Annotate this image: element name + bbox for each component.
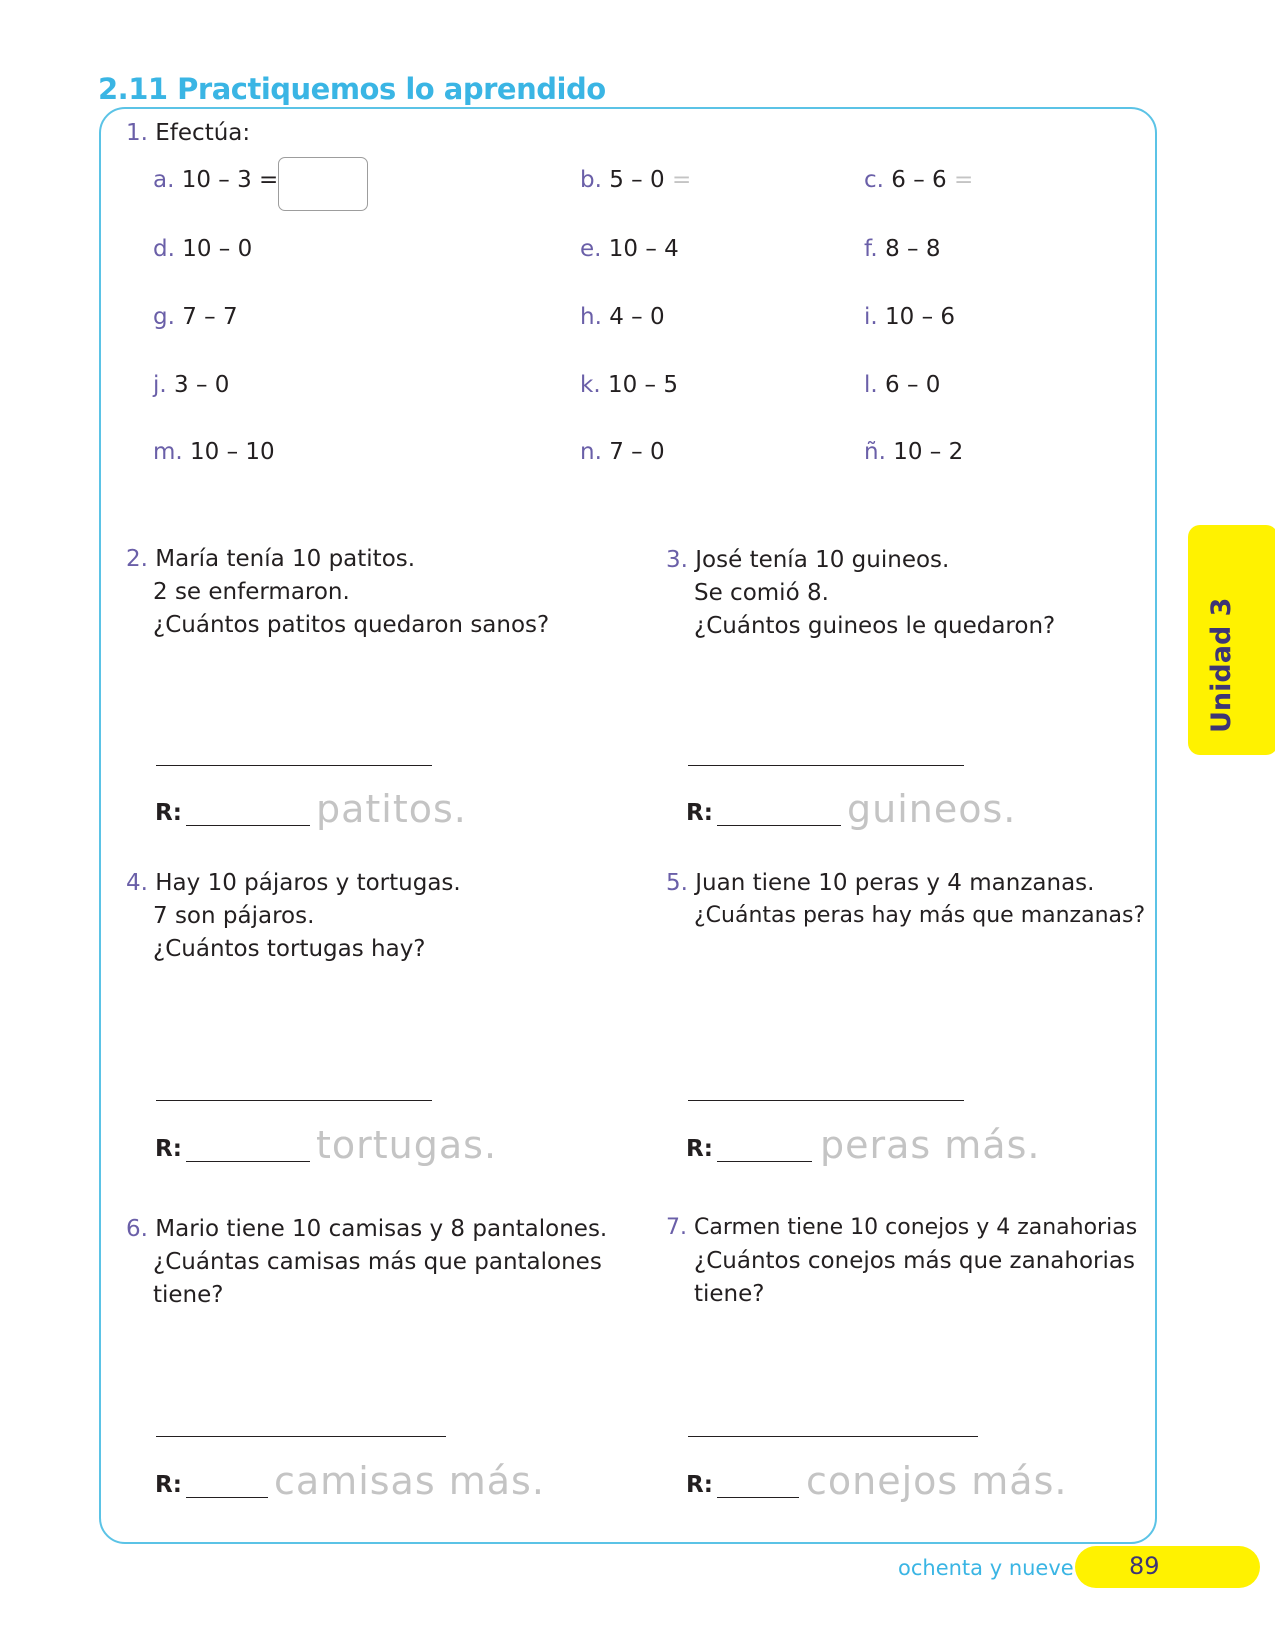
answer-hint: patitos. <box>316 787 467 831</box>
problem-text: José tenía 10 guineos. <box>695 547 950 573</box>
answer-hint: tortugas. <box>316 1123 498 1167</box>
problem-6-line-2: ¿Cuántas camisas más que pantalones <box>153 1249 602 1275</box>
work-line[interactable] <box>688 1100 964 1101</box>
exercise-item-enye <box>864 441 963 464</box>
problem-3-line-2: Se comió 8. <box>694 580 829 606</box>
item-expression: 10 – 0 <box>182 236 253 262</box>
exercise-item-g <box>153 306 238 329</box>
answer-label: R: <box>686 1472 713 1498</box>
item-label: j. <box>153 372 167 398</box>
problem-number: 6. <box>126 1216 148 1242</box>
exercise-item-b <box>580 169 691 192</box>
item-expression: 7 – 7 <box>182 304 238 330</box>
item-expression: 10 – 2 <box>893 439 964 465</box>
item-label: ñ. <box>864 439 886 465</box>
item-expression: 10 – 5 <box>607 372 678 398</box>
answer-label: R: <box>686 800 713 826</box>
item-expression: 10 – 10 <box>190 439 275 465</box>
exercise-item-n <box>580 441 665 464</box>
exercise-item-a <box>153 169 278 192</box>
problem-number: 4. <box>126 870 148 896</box>
answer-box[interactable] <box>278 157 368 211</box>
answer-blank[interactable] <box>717 1161 812 1162</box>
item-label: l. <box>864 372 878 398</box>
answer-hint: peras más. <box>820 1123 1041 1167</box>
item-expression: 5 – 0 <box>609 167 665 193</box>
problem-4-line-1 <box>126 872 461 895</box>
item-expression: 10 – 3 = <box>181 167 279 193</box>
equals-sign: = <box>671 167 692 193</box>
exercise-item-i <box>864 306 955 329</box>
item-label: i. <box>864 304 878 330</box>
exercise-item-d <box>153 238 252 261</box>
page-number-badge <box>1075 1546 1260 1588</box>
item-label: e. <box>580 236 602 262</box>
problem-text: Mario tiene 10 camisas y 8 pantalones. <box>155 1216 608 1242</box>
item-label: d. <box>153 236 175 262</box>
answer-label: R: <box>155 1472 182 1498</box>
work-line[interactable] <box>156 1100 432 1101</box>
problem-3-line-1 <box>666 549 949 572</box>
item-expression: 3 – 0 <box>174 372 230 398</box>
problem-7-line-2: ¿Cuántos conejos más que zanahorias <box>694 1248 1135 1274</box>
exercise-item-h <box>580 306 665 329</box>
work-line[interactable] <box>688 765 964 766</box>
problem-7-line-3: tiene? <box>694 1281 765 1307</box>
work-line[interactable] <box>156 765 432 766</box>
exercise-item-e <box>580 238 679 261</box>
unit-label: Unidad 3 <box>1206 597 1237 733</box>
exercise-item-c <box>864 169 973 192</box>
answer-hint: conejos más. <box>806 1459 1068 1503</box>
page-title: 2.11 Practiquemos lo aprendido <box>98 72 606 106</box>
answer-blank[interactable] <box>717 1497 799 1498</box>
item-expression: 7 – 0 <box>609 439 665 465</box>
item-expression: 10 – 4 <box>608 236 679 262</box>
item-label: m. <box>153 439 183 465</box>
item-expression: 6 – 0 <box>885 372 941 398</box>
problem-2-line-3: ¿Cuántos patitos quedaron sanos? <box>153 612 550 638</box>
problem-5-line-1 <box>666 872 1094 895</box>
page-number: 89 <box>1129 1552 1160 1580</box>
item-expression: 10 – 6 <box>885 304 956 330</box>
exercise-item-f <box>864 238 940 261</box>
exercise-item-k <box>580 374 678 397</box>
exercise-instruction: Efectúa: <box>155 120 251 146</box>
problem-4-line-2: 7 son pájaros. <box>153 903 315 929</box>
problem-2-line-1 <box>126 548 415 571</box>
problem-number: 3. <box>666 547 688 573</box>
item-label: c. <box>864 167 884 193</box>
answer-label: R: <box>155 800 182 826</box>
problem-number: 5. <box>666 870 688 896</box>
problem-2-line-2: 2 se enfermaron. <box>153 579 350 605</box>
work-line[interactable] <box>688 1436 978 1437</box>
exercise-item-l <box>864 374 940 397</box>
item-expression: 6 – 6 <box>891 167 947 193</box>
answer-blank[interactable] <box>186 1497 268 1498</box>
problem-text: Carmen tiene 10 conejos y 4 zanahorias <box>694 1215 1138 1240</box>
answer-label: R: <box>155 1136 182 1162</box>
item-label: h. <box>580 304 602 330</box>
problem-text: Hay 10 pájaros y tortugas. <box>155 870 461 896</box>
problem-6-line-3: tiene? <box>153 1282 224 1308</box>
problem-4-line-3: ¿Cuántos tortugas hay? <box>153 936 426 962</box>
exercise-item-m <box>153 441 275 464</box>
item-label: g. <box>153 304 175 330</box>
problem-number: 7. <box>666 1215 687 1240</box>
problem-number: 2. <box>126 546 148 572</box>
problem-6-line-1 <box>126 1218 607 1241</box>
answer-label: R: <box>686 1136 713 1162</box>
item-expression: 4 – 0 <box>609 304 665 330</box>
equals-sign: = <box>953 167 974 193</box>
answer-blank[interactable] <box>186 825 310 826</box>
item-label: n. <box>580 439 602 465</box>
exercise-item-j <box>153 374 229 397</box>
item-label: k. <box>580 372 601 398</box>
exercise-1-heading <box>126 122 250 145</box>
answer-blank[interactable] <box>717 825 841 826</box>
problem-text: Juan tiene 10 peras y 4 manzanas. <box>695 870 1095 896</box>
item-label: f. <box>864 236 878 262</box>
item-label: a. <box>153 167 175 193</box>
problem-5-line-2: ¿Cuántas peras hay más que manzanas? <box>694 903 1146 928</box>
item-label: b. <box>580 167 602 193</box>
item-expression: 8 – 8 <box>885 236 941 262</box>
problem-3-line-3: ¿Cuántos guineos le quedaron? <box>694 613 1056 639</box>
answer-hint: camisas más. <box>274 1459 545 1503</box>
work-line[interactable] <box>156 1436 446 1437</box>
page-number-words: ochenta y nueve <box>898 1556 1074 1580</box>
problem-text: María tenía 10 patitos. <box>155 546 416 572</box>
exercise-number: 1. <box>126 120 148 146</box>
answer-blank[interactable] <box>186 1161 310 1162</box>
problem-7-line-1 <box>666 1217 1137 1239</box>
answer-hint: guineos. <box>847 787 1017 831</box>
